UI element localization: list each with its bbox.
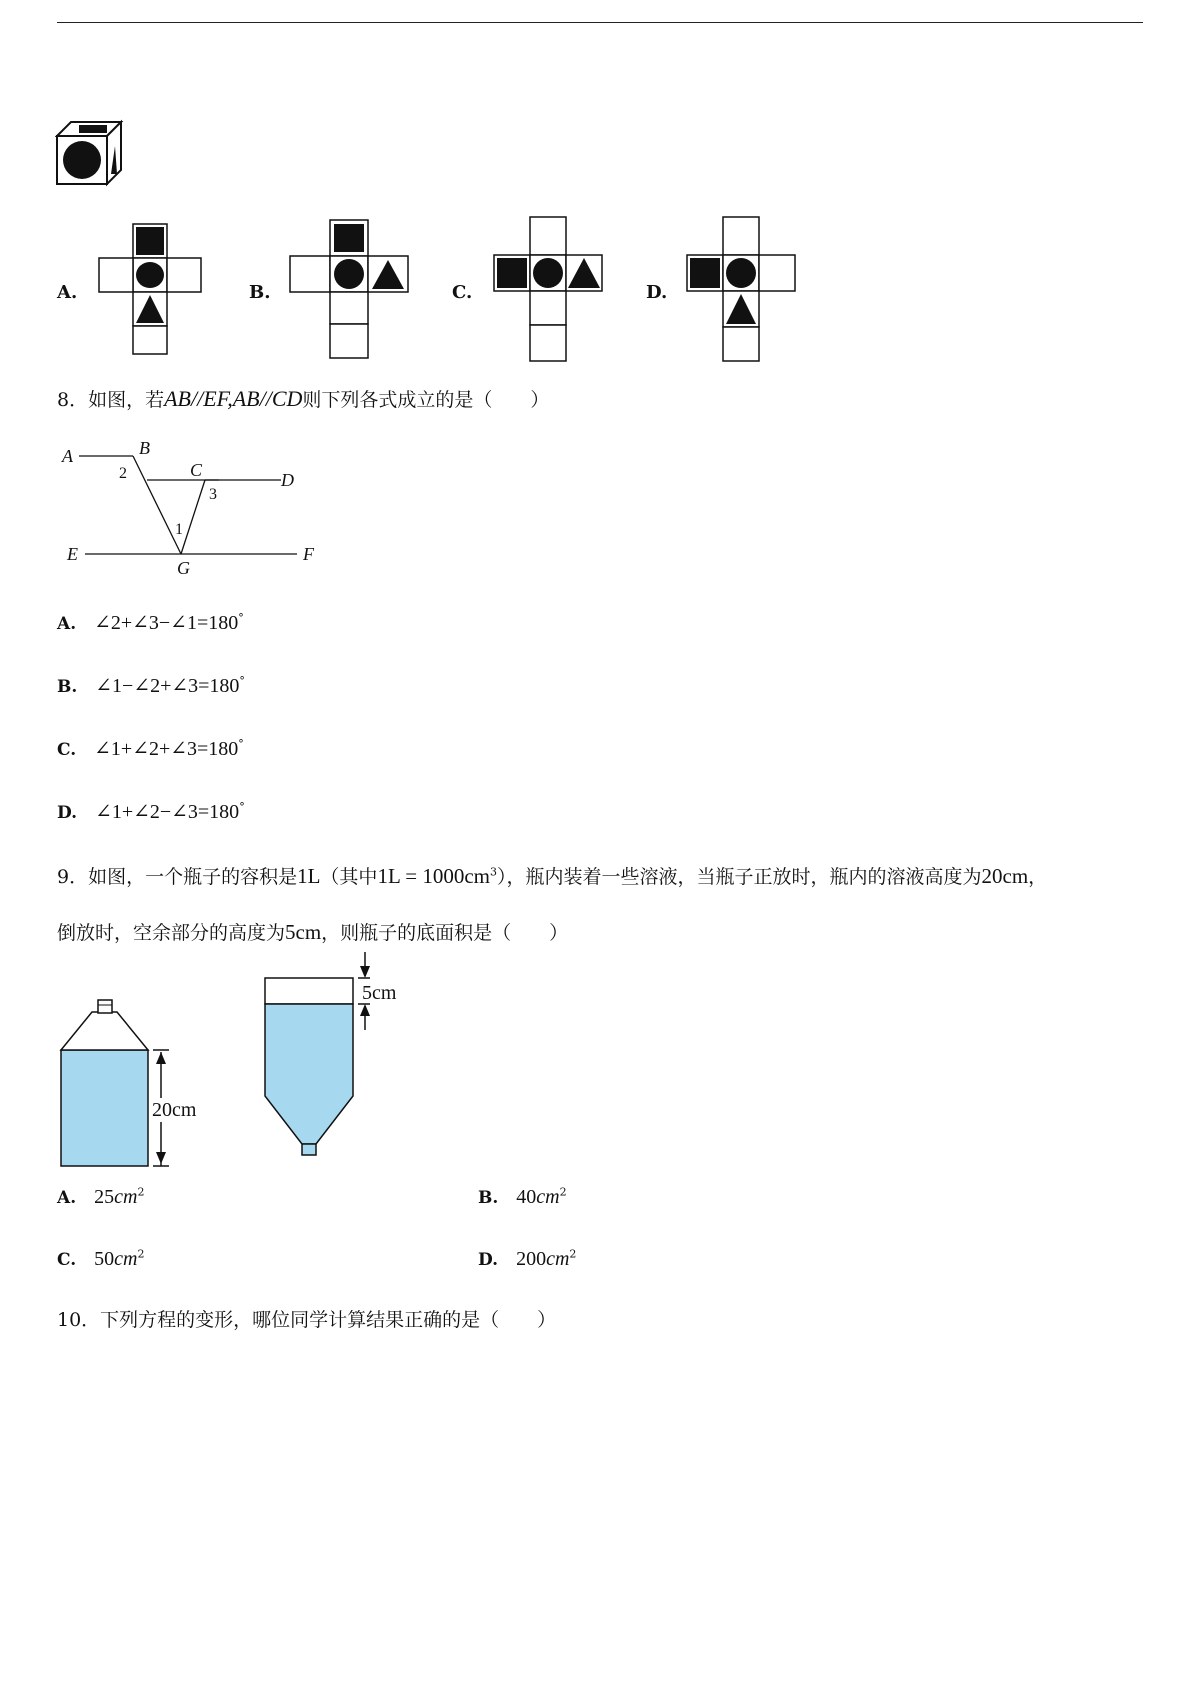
parallel-lines-figure <box>57 440 327 575</box>
angle-3-label: 3 <box>209 486 217 503</box>
angle-1-label: 1 <box>175 521 183 538</box>
q9-option-d[interactable]: D. $200cm^2$ <box>478 1247 577 1270</box>
question-9-stem-line2: 倒放时，空余部分的高度为5cm，则瓶子的底面积是（ ） <box>57 920 569 944</box>
net-c-figure <box>490 215 606 363</box>
option-c-label[interactable]: C. <box>452 282 473 303</box>
net-a-figure <box>95 222 205 356</box>
angle-2-label: 2 <box>119 465 127 482</box>
q8-option-b[interactable]: B. ∠1−∠2+∠3=180° <box>57 674 245 697</box>
point-e-label: E <box>67 544 78 564</box>
height-20cm-label: 20cm <box>152 1099 197 1121</box>
question-8-stem: 8．如图，若AB//EF,AB//CD则下列各式成立的是（ ） <box>57 386 550 411</box>
cube-figure <box>55 118 125 188</box>
option-a-label[interactable]: A. <box>57 282 78 303</box>
question-10-stem: 10．下列方程的变形，哪位同学计算结果正确的是（ ） <box>57 1309 557 1331</box>
option-b-label[interactable]: B. <box>249 282 271 303</box>
q9-option-b[interactable]: B. $40cm^2$ <box>478 1185 567 1208</box>
inverted-bottle-figure <box>262 950 412 1170</box>
point-a-label: A <box>62 446 73 466</box>
option-d-label[interactable]: D. <box>646 282 668 303</box>
net-d-figure <box>683 215 799 363</box>
height-5cm-label: 5cm <box>362 982 397 1004</box>
q9-option-c[interactable]: C. $50cm^2$ <box>57 1247 145 1270</box>
header-rule <box>57 22 1143 23</box>
question-9-stem-line1: 9．如图，一个瓶子的容积是1L（其中$1L = 1000cm^3$），瓶内装着一些溶液，当瓶子正放时，瓶内的溶液高度为20cm， <box>57 864 1048 888</box>
upright-bottle-figure <box>57 980 217 1170</box>
q8-option-a[interactable]: A. ∠2+∠3−∠1=180° <box>57 611 244 634</box>
q8-option-c[interactable]: C. ∠1+∠2+∠3=180° <box>57 737 244 760</box>
q8-option-d[interactable]: D. ∠1+∠2−∠3=180° <box>57 800 245 823</box>
point-b-label: B <box>139 440 150 458</box>
point-f-label: F <box>303 544 314 564</box>
q9-option-a[interactable]: A. $25cm^2$ <box>57 1185 145 1208</box>
point-g-label: G <box>177 558 190 575</box>
net-b-figure <box>286 218 412 360</box>
point-c-label: C <box>190 460 203 480</box>
point-d-label: D <box>281 470 294 490</box>
